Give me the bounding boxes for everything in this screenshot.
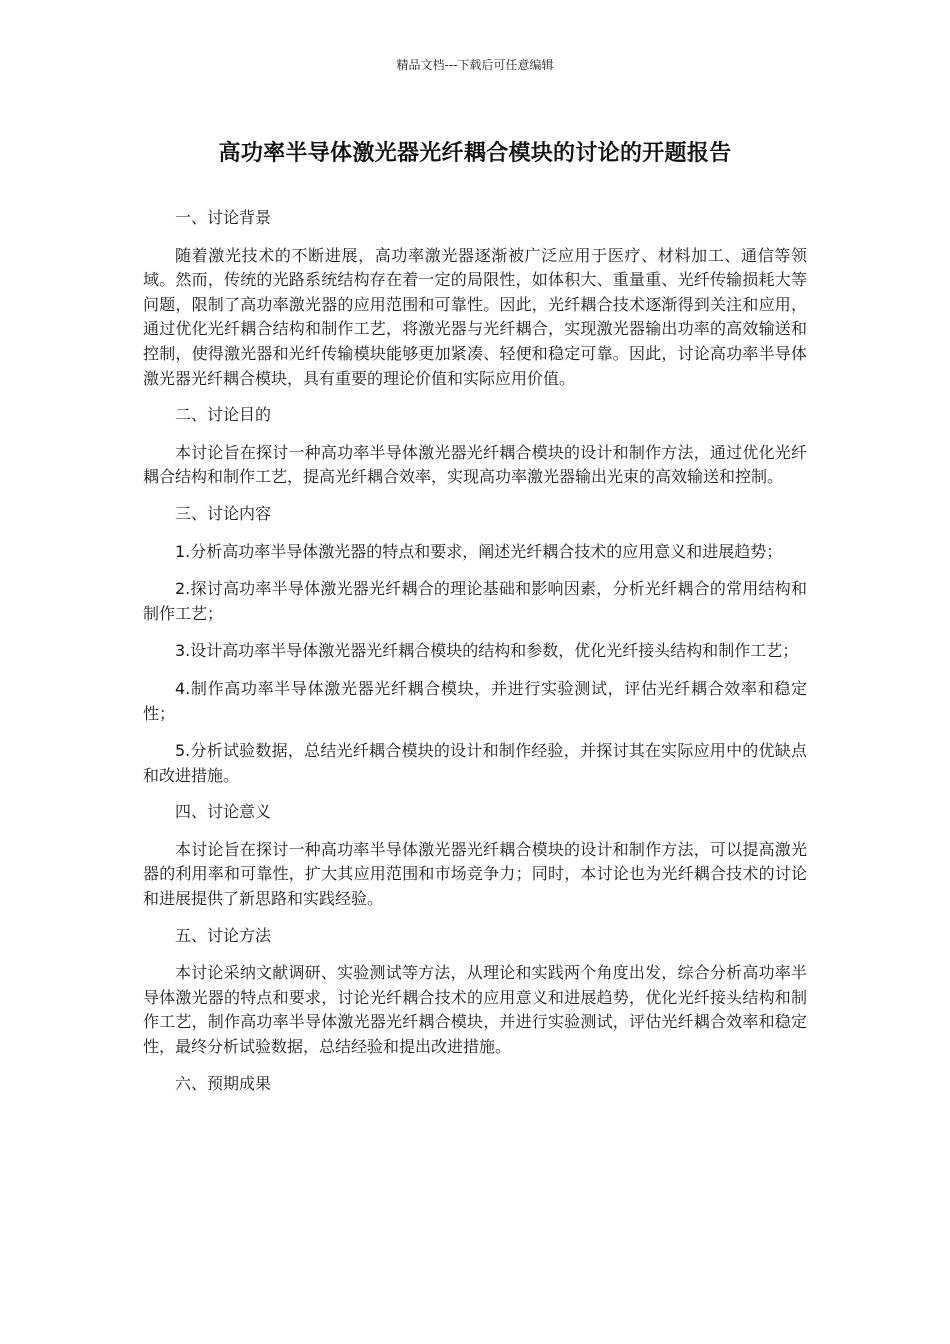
content-item-5: 5.分析试验数据，总结光纤耦合模块的设计和制作经验，并探讨其在实际应用中的优缺点和改进措施。 — [143, 741, 807, 785]
section-body-method: 本讨论采纳文献调研、实验测试等方法，从理论和实践两个角度出发，综合分析高功率半导体激光器的特点和要求，讨论光纤耦合技术的应用意义和进展趋势，优化光纤接头结构和制作工艺，制作高功率半导体激光器光纤耦合模块，并进行实验测试，评估光纤耦合效率和稳定性，最终分析试验数据，总结经验和提出改进措施。 — [143, 963, 807, 1057]
section-heading-method: 五、讨论方法 — [175, 925, 272, 945]
section-heading-significance: 四、讨论意义 — [175, 802, 272, 822]
page-title: 高功率半导体激光器光纤耦合模块的讨论的开题报告 — [218, 141, 732, 166]
section-heading-purpose: 二、讨论目的 — [175, 405, 272, 425]
section-body-purpose: 本讨论旨在探讨一种高功率半导体激光器光纤耦合模块的设计和制作方法，通过优化光纤耦合结构和制作工艺，提高光纤耦合效率，实现高功率激光器输出光束的高效输送和控制。 — [143, 442, 807, 487]
content-item-2: 2.探讨高功率半导体激光器光纤耦合的理论基础和影响因素，分析光纤耦合的常用结构和制作工艺； — [143, 579, 807, 623]
content-item-4: 4.制作高功率半导体激光器光纤耦合模块，并进行实验测试，评估光纤耦合效率和稳定性； — [143, 678, 807, 723]
section-body-background: 随着激光技术的不断进展，高功率激光器逐渐被广泛应用于医疗、材料加工、通信等领域。然而，传统的光路系统结构存在着一定的局限性，如体积大、重量重、光纤传输损耗大等问题，限制了高功率激光器的应用范围和可靠性。因此，光纤耦合技术逐渐得到关注和应用，通过优化光纤耦合结构和制作工艺，将激光器与光纤耦合，实现激光器输出功率的高效输送和控制，使得激光器和光纤传输模块能够更加紧凑、轻便和稳定可靠。因此，讨论高功率半导体激光器光纤耦合模块，具有重要的理论价值和实际应用价值。 — [143, 245, 807, 388]
document-body — [143, 206, 807, 1096]
section-heading-content: 三、讨论内容 — [175, 503, 272, 523]
content-item-3: 3.设计高功率半导体激光器光纤耦合模块的结构和参数，优化光纤接头结构和制作工艺； — [175, 641, 799, 661]
content-item-1: 1.分析高功率半导体激光器的特点和要求，阐述光纤耦合技术的应用意义和进展趋势； — [175, 541, 783, 561]
section-heading-results: 六、预期成果 — [175, 1073, 272, 1093]
section-heading-background: 一、讨论背景 — [175, 208, 272, 227]
header-note: 精品文档---下载后可任意编辑 — [396, 58, 554, 72]
section-body-significance: 本讨论旨在探讨一种高功率半导体激光器光纤耦合模块的设计和制作方法，可以提高激光器的利用率和可靠性，扩大其应用范围和市场竞争力；同时，本讨论也为光纤耦合技术的讨论和进展提供了新思路和实践经验。 — [143, 839, 807, 909]
